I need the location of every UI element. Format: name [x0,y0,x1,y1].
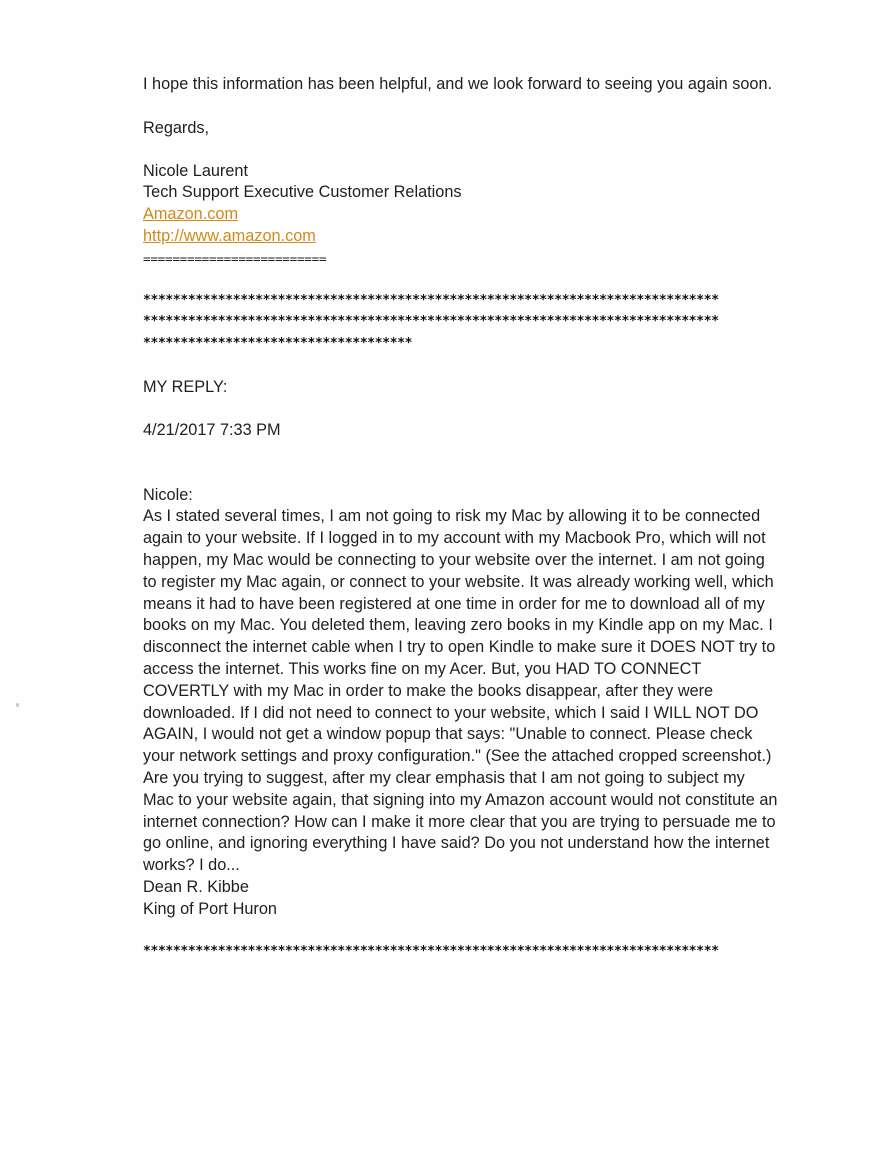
scan-speck [16,703,19,707]
reply-timestamp: 4/21/2017 7:33 PM [143,420,281,439]
reply-body: As I stated several times, I am not going to risk my Mac by allowing it to be connected again to your website. If I logged in to my account with my Macbook Pro, which will not happen, my Mac would be connecting to your website over the internet. I am not going to register my Mac again, or connect to your website. It was already working well, which means it had to have been registered at one time in order for me to download all of my books on my Mac. You deleted them, leaving zero books in my Kindle app on my Mac. I disconnect the internet cable when I try to open Kindle to make sure it DOES NOT try to access the internet. This works fine on my Acer. But, you HAD TO CONNECT COVERTLY with my Mac in order to make the books disappear, after they were downloaded. If I did not need to connect to your website, which I said I WILL NOT DO AGAIN, I would not get a window popup that says: "Unable to connect. Please check your network settings and proxy configuration." (See the attached cropped screenshot.) Are you trying to suggest, after my clear emphasis that I am not going to subject my Mac to your website again, that signing into my Amazon account would not constitute an internet connection? How can I make it more clear that you are trying to persuade me to go online, and ignoring everything I have said? Do you not understand how the internet works? I do... [143,507,778,875]
equals-divider: ========================= [143,250,327,266]
salutation: Regards, [143,118,210,137]
reply-heading: MY REPLY: [143,377,228,396]
asterisk-line: ************************************ [143,336,413,352]
reply-greeting: Nicole: [143,485,193,504]
footer-asterisk-line: ***************************************************************************** [143,943,719,959]
support-signature [143,161,793,270]
amazon-url-link[interactable]: http://www.amazon.com [143,226,316,245]
asterisk-separator [143,290,783,355]
asterisk-line: ***************************************************************************** [143,314,719,330]
asterisk-line: ***************************************************************************** [143,292,719,308]
closing-paragraph: I hope this information has been helpful, and we look forward to seeing you again soon. [143,75,773,93]
signer-name: Nicole Laurent [143,161,248,180]
reply-signature-name: Dean R. Kibbe [143,877,249,896]
document-body [143,74,793,962]
reply-signature-title: King of Port Huron [143,899,277,918]
amazon-link[interactable]: Amazon.com [143,205,239,224]
signer-title: Tech Support Executive Customer Relations [143,183,462,202]
